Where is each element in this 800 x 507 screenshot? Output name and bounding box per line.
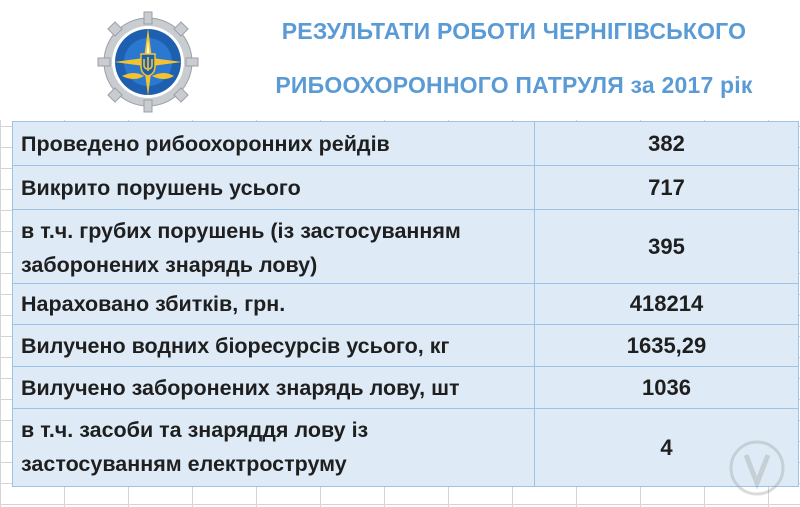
row-label: в т.ч. засоби та знаряддя лову із застосуванням електроструму [13, 409, 535, 486]
header [0, 0, 800, 120]
title-line-2: РИБООХОРОННОГО ПАТРУЛЯ за 2017 рік [275, 72, 753, 98]
results-table [12, 121, 799, 487]
row-value: 418214 [535, 284, 799, 324]
row-label: Проведено рибоохоронних рейдів [13, 122, 535, 165]
row-value: 382 [535, 122, 799, 165]
row-value: 717 [535, 166, 799, 209]
row-value: 4 [535, 409, 799, 486]
row-value: 395 [535, 210, 799, 283]
table-row [13, 166, 799, 210]
table-row [13, 325, 799, 367]
table-row [13, 284, 799, 325]
row-label: в т.ч. грубих порушень (із застосуванням заборонених знарядь лову) [13, 210, 535, 283]
title-line-1: РЕЗУЛЬТАТИ РОБОТИ ЧЕРНІГІВСЬКОГО [281, 18, 747, 44]
table-row [13, 210, 799, 284]
fish-patrol-emblem-icon [96, 10, 200, 114]
row-label: Викрито порушень усього [13, 166, 535, 209]
table-row [13, 367, 799, 409]
row-label: Вилучено заборонених знарядь лову, шт [13, 367, 535, 408]
row-label: Вилучено водних біоресурсів усього, кг [13, 325, 535, 366]
v-watermark-icon [728, 439, 786, 497]
row-value: 1036 [535, 367, 799, 408]
row-value: 1635,29 [535, 325, 799, 366]
row-label: Нараховано збитків, грн. [13, 284, 535, 324]
table-row [13, 409, 799, 487]
table-row [13, 121, 799, 166]
